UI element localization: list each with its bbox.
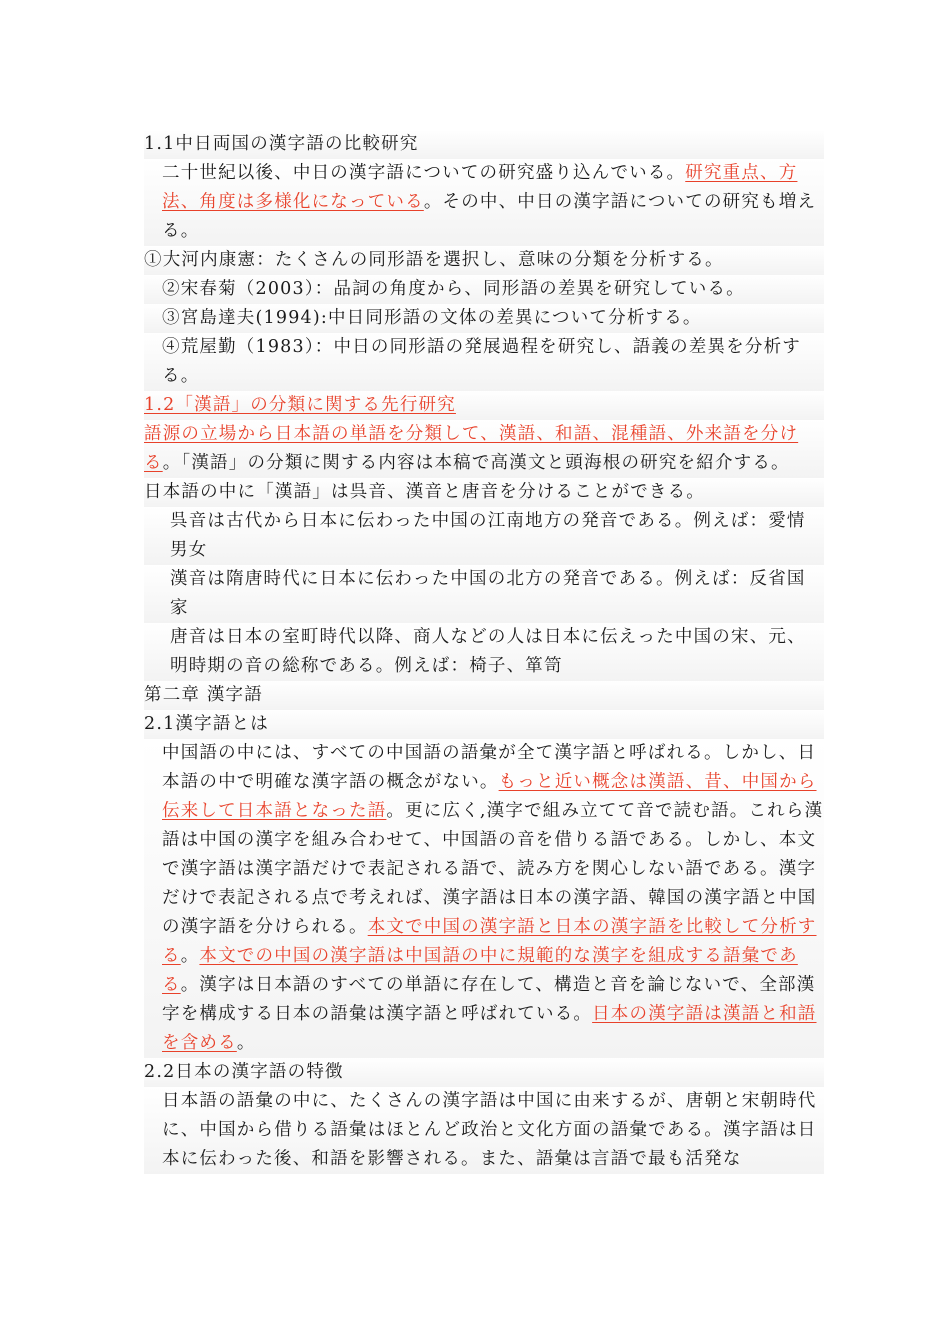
document-body [144,130,844,1174]
text-run: ③宮島達夫(1994):中日同形語の文体の差異について分析する。 [162,308,702,328]
paragraph-p5 [144,565,824,623]
paragraph-p8 [144,1087,824,1174]
text-run: 二十世紀以後、中日の漢字語についての研究盛り込んでいる。 [162,163,686,183]
text-run: 。 [180,946,200,966]
text-run: 2.1漢字語とは [144,714,269,734]
text-run: 日本語の中に「漢語」は呉音、漢音と唐音を分けることができる。 [144,482,705,502]
paragraph-li3 [144,304,824,333]
text-run: 第二章 漢字語 [144,685,263,705]
paragraph-li4 [144,333,824,391]
text-run: 。 [236,1033,256,1053]
paragraph-h11 [144,130,824,159]
paragraph-p6 [144,623,824,681]
paragraph-h12 [144,391,824,420]
paragraph-p2 [144,420,824,478]
paragraph-p7 [144,739,824,1058]
paragraph-li1 [144,246,824,275]
text-run: 2.2日本の漢字語の特徴 [144,1062,344,1082]
text-run: 唐音は日本の室町時代以降、商人などの人は日本に伝えった中国の宋、元、明時期の音の総称である。例えば：椅子、箪笥 [170,627,806,676]
highlighted-text: 研究重点、方法、角度は多様化になっている [162,163,798,212]
text-run: 。その中、中日の漢字語についての研究も増える。 [162,192,817,241]
paragraph-li2 [144,275,824,304]
text-run: ②宋春菊（2003）：品詞の角度から、同形語の差異を研究している。 [162,279,745,299]
paragraph-p4 [144,507,844,565]
highlighted-text: もっと近い概念は漢語、昔、中国から伝来して日本語となった語 [162,772,817,821]
highlighted-text: 本文で中国の漢字語と日本の漢字語を比較して分析する [162,917,817,966]
highlighted-text: 1.2「漢語」の分類に関する先行研究 [144,395,456,415]
paragraph-ch2 [144,681,824,710]
paragraph-h21 [144,710,824,739]
text-run: 中国語の中には、すべての中国語の語彙が全て漢字語と呼ばれる。しかし、日本語の中で明確な漢字語の概念がない。 [162,743,817,792]
text-run: 。「漢語」の分類に関する内容は本稿で高漢文と頭海根の研究を紹介する。 [162,453,790,473]
text-run: 。漢字は日本語のすべての単語に存在して、構造と音を論じないで、全部漢字を構成する日本の語彙は漢字語と呼ばれている。 [162,975,816,1024]
text-run: 呉音は古代から日本に伝わった中国の江南地方の発音である。例えば：愛情 男女 [170,511,844,560]
text-run: 漢音は隋唐時代に日本に伝わった中国の北方の発音である。例えば：反省国家 [170,569,806,618]
text-run: ①大河内康憲：たくさんの同形語を選択し、意味の分類を分析する。 [144,250,724,270]
text-run: 。更に広く,漢字で組み立てて音で読む語。これら漢語は中国の漢字を組み合わせて、中国語の音を借りる語である。しかし、本文で漢字語は漢字語だけで表記される語で、読み方を関心しない語である。漢字だけで表記される点で考えれば、漢字語は日本の漢字語、韓国の漢字語と中国の漢字語を分けられる。 [162,801,824,937]
text-run: ④荒屋勤（1983）：中日の同形語の発展過程を研究し、語義の差異を分析する。 [162,337,801,386]
text-run: 1.1中日両国の漢字語の比較研究 [144,134,419,154]
highlighted-text: 日本の漢字語は漢語と和語を含める [162,1004,817,1053]
paragraph-p1 [144,159,824,246]
text-run: 日本語の語彙の中に、たくさんの漢字語は中国に由来するが、唐朝と宋朝時代に、中国から借りる語彙はほとんど政治と文化方面の語彙である。漢字語は日本に伝わった後、和語を影響される。また、語彙は言語で最も活発な [162,1091,817,1169]
highlighted-text: 語源の立場から日本語の単語を分類して、漢語、和語、混種語、外来語を分ける [144,424,799,473]
paragraph-h22 [144,1058,824,1087]
highlighted-text: 本文での中国の漢字語は中国語の中に規範的な漢字を組成する語彙である [162,946,798,995]
paragraph-p3 [144,478,824,507]
